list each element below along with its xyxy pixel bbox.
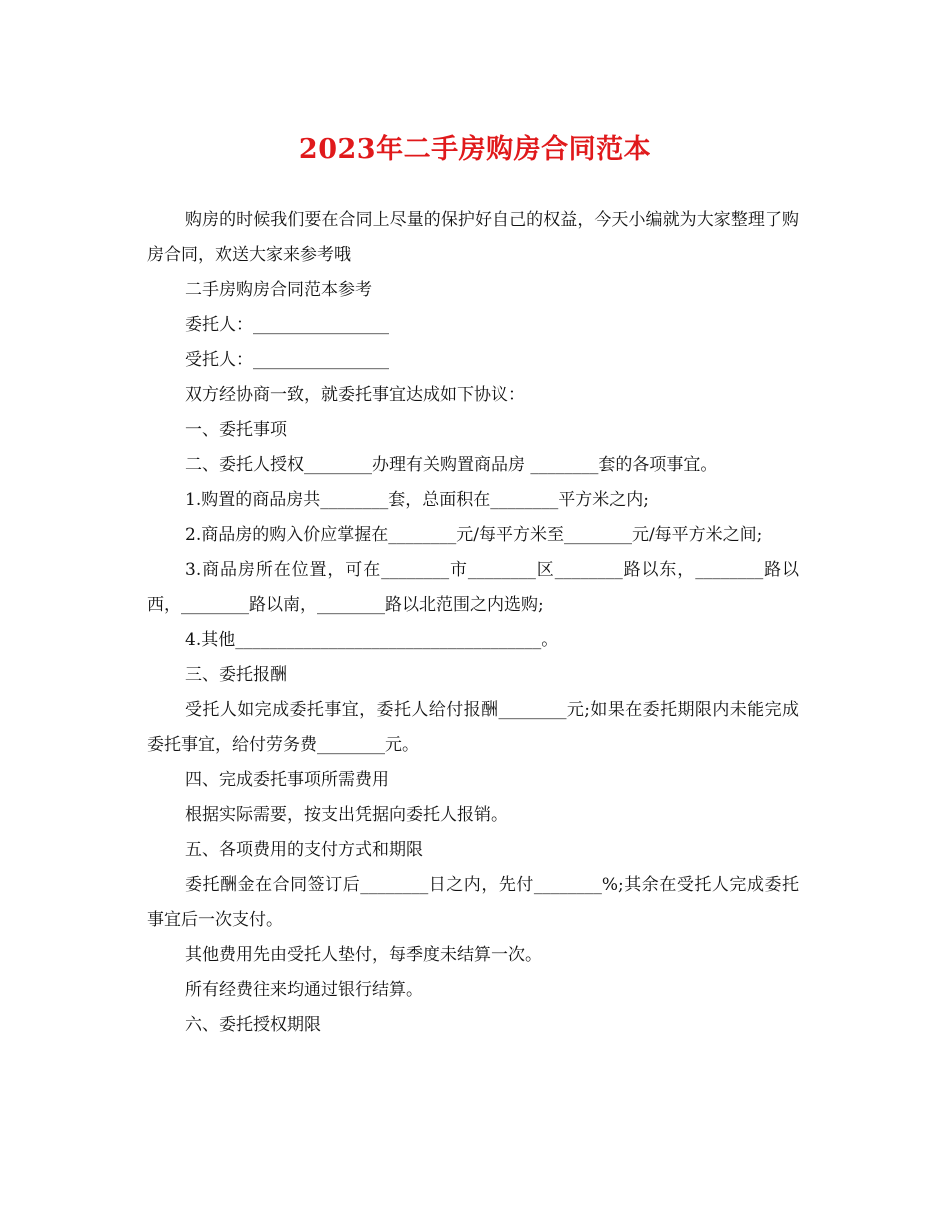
- section-heading: 五、各项费用的支付方式和期限: [185, 840, 423, 860]
- clause-paragraph: 根据实际需要，按支出凭据向委托人报销。: [185, 805, 508, 825]
- clause-paragraph: 2.商品房的购入价应掌握在________元/每平方米至________元/每平方米之间;: [185, 525, 763, 545]
- agreement-statement: 双方经协商一致，就委托事宜达成如下协议：: [185, 385, 525, 405]
- clause-paragraph: 4.其他____________________________________。: [185, 630, 559, 650]
- clause-paragraph: 所有经费往来均通过银行结算。: [185, 980, 423, 1000]
- section-heading: 三、委托报酬: [185, 665, 287, 685]
- section-heading: 一、委托事项: [185, 420, 287, 440]
- section-heading: 六、委托授权期限: [185, 1015, 321, 1035]
- document-title: 2023年二手房购房合同范本: [298, 134, 652, 165]
- principal-line: 委托人：________________: [185, 315, 389, 335]
- clause-paragraph: 3.商品房所在位置，可在________市________区________路以东，________路以西，________路以南，________路以北范围之内选购;: [147, 560, 799, 615]
- clause-paragraph: 二、委托人授权________办理有关购置商品房 ________套的各项事宜。: [185, 455, 718, 475]
- contract-subtitle: 二手房购房合同范本参考: [185, 280, 372, 300]
- document-body: [147, 203, 799, 1043]
- agent-line: 受托人：________________: [185, 350, 389, 370]
- clause-paragraph: 委托酬金在合同签订后________日之内，先付________%;其余在受托人完成委托事宜后一次支付。: [147, 875, 799, 930]
- section-heading: 四、完成委托事项所需费用: [185, 770, 389, 790]
- intro-paragraph: 购房的时候我们要在合同上尽量的保护好自己的权益，今天小编就为大家整理了购房合同，欢送大家来参考哦: [147, 210, 799, 265]
- clause-paragraph: 受托人如完成委托事宜，委托人给付报酬________元;如果在委托期限内未能完成委托事宜，给付劳务费________元。: [147, 700, 799, 755]
- clause-paragraph: 1.购置的商品房共________套，总面积在________平方米之内;: [185, 490, 649, 510]
- clause-paragraph: 其他费用先由受托人垫付，每季度未结算一次。: [185, 945, 542, 965]
